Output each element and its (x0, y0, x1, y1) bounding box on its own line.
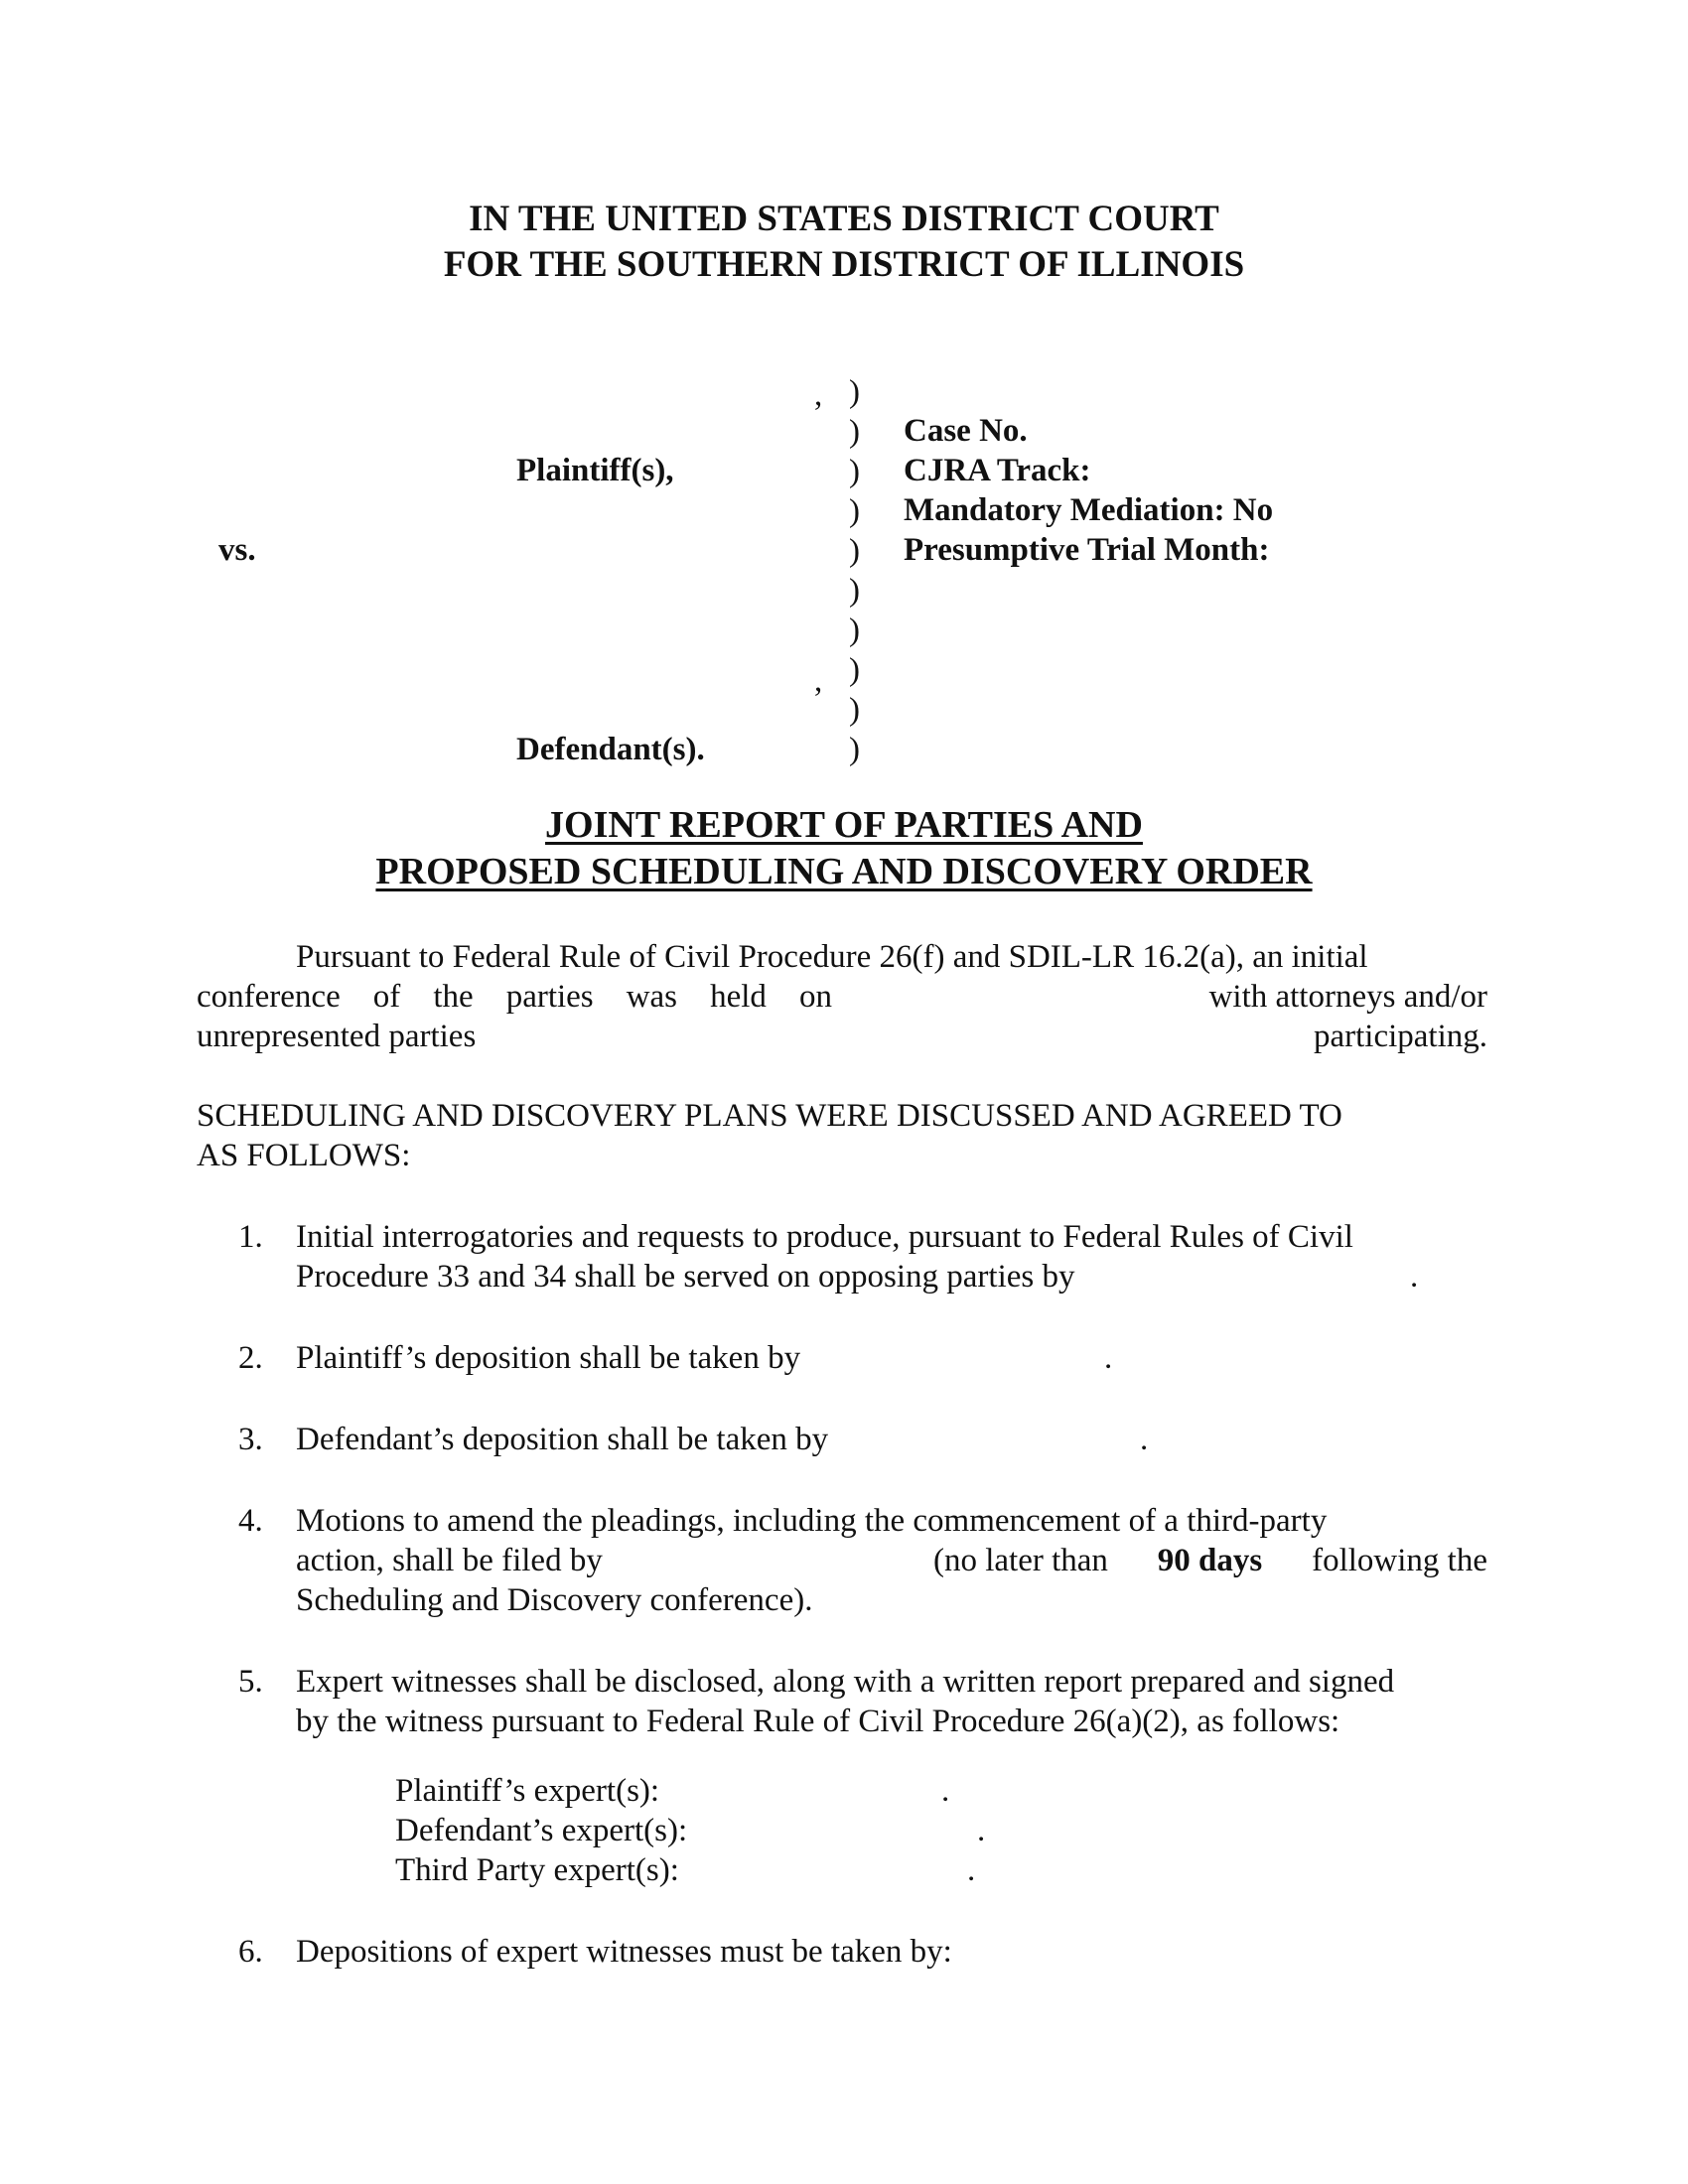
defendant-name-comma: , (814, 663, 823, 699)
item-number: 6. (238, 1934, 263, 1970)
caption-paren: ) (849, 613, 860, 648)
plaintiff-expert-label: Plaintiff’s expert(s): (395, 1773, 660, 1809)
item-number: 5. (238, 1664, 263, 1700)
blank-date-period: . (941, 1773, 950, 1809)
caption-paren: ) (849, 732, 860, 767)
item-number: 4. (238, 1503, 263, 1539)
item-6-text: Depositions of expert witnesses must be taken by: (296, 1934, 952, 1970)
caption-paren: ) (849, 573, 860, 609)
intro-line2-right: with attorneys and/or (1208, 979, 1487, 1015)
item-2-text: Plaintiff’s deposition shall be taken by (296, 1340, 801, 1376)
scheduling-heading-line2: AS FOLLOWS: (197, 1138, 411, 1173)
blank-date-period: . (1104, 1340, 1113, 1376)
item-4-line3: Scheduling and Discovery conference). (296, 1582, 813, 1618)
caption-paren: ) (849, 692, 860, 728)
court-name-line1: IN THE UNITED STATES DISTRICT COURT (469, 199, 1219, 239)
caption-paren: ) (849, 493, 860, 529)
court-name-line2: FOR THE SOUTHERN DISTRICT OF ILLINOIS (443, 244, 1245, 285)
mandatory-mediation-label: Mandatory Mediation: No (904, 492, 1274, 528)
item-number: 3. (238, 1422, 263, 1457)
item-number: 2. (238, 1340, 263, 1376)
item-number: 1. (238, 1219, 263, 1255)
item-1-line1: Initial interrogatories and requests to produce, pursuant to Federal Rules of Civil (296, 1219, 1353, 1255)
document-title-line1: JOINT REPORT OF PARTIES AND (545, 804, 1143, 846)
caption-paren: ) (849, 533, 860, 569)
item-5-line2: by the witness pursuant to Federal Rule of Civil Procedure 26(a)(2), as follows: (296, 1704, 1340, 1739)
defendant-expert-label: Defendant’s expert(s): (395, 1813, 688, 1848)
blank-date-period: . (1410, 1259, 1419, 1295)
case-number-label: Case No. (904, 413, 1028, 449)
intro-line3: unrepresented parties participating. (197, 1019, 1487, 1054)
defendant-label: Defendant(s). (516, 732, 705, 767)
intro-line1: Pursuant to Federal Rule of Civil Procedure 26(f) and SDIL-LR 16.2(a), an initial (296, 939, 1368, 975)
item-4-line1: Motions to amend the pleadings, including the commencement of a third-party (296, 1503, 1328, 1539)
caption-paren: ) (849, 414, 860, 450)
blank-date-period: . (1140, 1422, 1149, 1457)
versus-label: vs. (218, 532, 256, 568)
intro-line2-left: conference of the parties was held on (197, 979, 832, 1015)
caption-paren: ) (849, 652, 860, 688)
scheduling-heading-line1: SCHEDULING AND DISCOVERY PLANS WERE DISCUSSED AND AGREED TO (197, 1098, 1342, 1134)
item-4-line2-right: (no later than 90 days following the (933, 1543, 1487, 1578)
presumptive-trial-month-label: Presumptive Trial Month: (904, 532, 1270, 568)
item-1-line2: Procedure 33 and 34 shall be served on opposing parties by (296, 1259, 1075, 1295)
caption-paren: ) (849, 454, 860, 489)
item-3-text: Defendant’s deposition shall be taken by (296, 1422, 829, 1457)
cjra-track-label: CJRA Track: (904, 453, 1091, 488)
document-title-line2: PROPOSED SCHEDULING AND DISCOVERY ORDER (375, 851, 1313, 892)
plaintiff-label: Plaintiff(s), (516, 453, 674, 488)
item-5-line1: Expert witnesses shall be disclosed, along with a written report prepared and signed (296, 1664, 1395, 1700)
plaintiff-name-comma: , (814, 377, 823, 413)
blank-date-period: . (967, 1852, 976, 1888)
item-4-line2-left: action, shall be filed by (296, 1543, 603, 1578)
caption-paren: ) (849, 374, 860, 410)
third-party-expert-label: Third Party expert(s): (395, 1852, 679, 1888)
blank-date-period: . (977, 1813, 986, 1848)
